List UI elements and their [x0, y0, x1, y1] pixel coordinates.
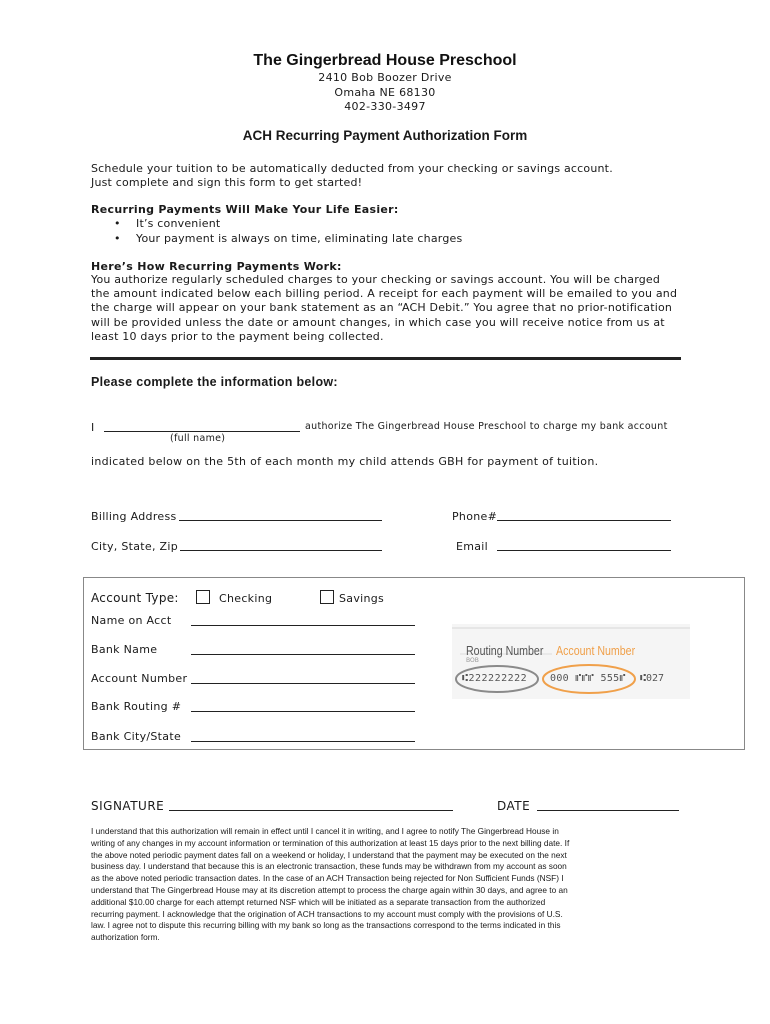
bank-routing-input[interactable]: [191, 711, 415, 712]
routing-number-caption: Routing Number: [466, 644, 544, 658]
billing-address-input[interactable]: [179, 520, 382, 521]
fine-print-line: writing of any changes in my account information or termination of this authorization at least 15 days prior to the next billing date. If: [91, 837, 570, 848]
savings-checkbox[interactable]: [320, 590, 334, 604]
fine-print-line: law. I agree not to dispute this recurring billing with my bank so long as the transactions correspond to the terms indicated in this: [91, 920, 561, 931]
fine-print-line: understand that The Gingerbread House may at its discretion attempt to process the charge again within 30 days, and agree to an: [91, 884, 568, 895]
date-input[interactable]: [537, 810, 679, 811]
full-name-caption: (full name): [170, 433, 226, 444]
fine-print-line: additional $10.00 charge for each attempt returned NSF which will be initiated as a separate transaction from the authorized: [91, 896, 546, 907]
check-illustration: [452, 624, 690, 699]
city-state-zip-input[interactable]: [180, 550, 382, 551]
intro-line1: Schedule your tuition to be automatically deducted from your checking or savings account.: [91, 162, 613, 175]
savings-label: Savings: [339, 592, 385, 605]
fine-print: [91, 826, 691, 944]
routing-digits: ⑆222222222: [462, 673, 528, 684]
signature-input[interactable]: [169, 810, 453, 811]
how-line: the charge will appear on your bank statement as an “ACH Debit.” You agree that no prior-notification: [91, 301, 673, 315]
how-line: You authorize regularly scheduled charges to your checking or savings account. You will be charged: [91, 273, 661, 286]
fine-print-line: authorization form.: [91, 932, 160, 943]
how-line: the amount indicated below each billing period. A receipt for each payment will be emailed to you and: [91, 287, 678, 301]
email-label: Email: [456, 540, 489, 553]
check-digits: ⑆027: [640, 673, 665, 684]
fine-print-line: as the above noted periodic transaction dates. In the case of an ACH Transaction being rejected for Non Sufficient Funds (NSF) I: [91, 873, 564, 884]
school-phone: 402-330-3497: [344, 100, 426, 113]
full-name-input[interactable]: [104, 431, 300, 432]
bank-name-label: Bank Name: [91, 643, 158, 656]
fine-print-line: I understand that this authorization will remain in effect until I cancel it in writing, and I agree to notify The Gingerbread House in: [91, 826, 559, 836]
bank-routing-label: Bank Routing #: [91, 700, 182, 713]
phone-input[interactable]: [497, 520, 671, 521]
address-line1: 2410 Bob Boozer Drive: [318, 71, 452, 84]
account-digits: 000 ⑈⑈⑈ 555⑈: [550, 673, 626, 684]
checking-label: Checking: [219, 592, 273, 605]
section-divider: [90, 357, 681, 360]
account-number-input[interactable]: [191, 683, 415, 684]
date-label: DATE: [497, 799, 531, 813]
benefits-heading: Recurring Payments Will Make Your Life Easier:: [91, 203, 399, 216]
account-number-label: Account Number: [91, 672, 188, 685]
bullet: •: [114, 232, 121, 245]
bank-city-state-label: Bank City/State: [91, 730, 182, 743]
memo-label: BOB: [466, 657, 479, 664]
email-input[interactable]: [497, 550, 671, 551]
benefit-text: Your payment is always on time, eliminating late charges: [136, 232, 463, 245]
benefit-text: It’s convenient: [136, 217, 221, 230]
school-name: The Gingerbread House Preschool: [253, 52, 517, 69]
auth-prefix: I: [91, 421, 95, 434]
city-state-zip-label: City, State, Zip: [91, 540, 179, 553]
how-line: least 10 days prior to the payment being collected.: [91, 329, 384, 343]
intro-line2: Just complete and sign this form to get started!: [91, 176, 363, 189]
name-on-acct-label: Name on Acct: [91, 614, 172, 627]
how-line: will be provided unless the date or amount changes, in which case you will receive notice from us at: [91, 315, 665, 329]
check-graphic: [452, 624, 690, 699]
fine-print-line: business day. I understand that because this is an electronic transaction, these funds may be withdrawn from my account as soon: [91, 861, 567, 872]
bank-name-input[interactable]: [191, 654, 415, 655]
billing-address-label: Billing Address: [91, 510, 177, 523]
signature-label: SIGNATURE: [91, 799, 165, 813]
how-heading: Here’s How Recurring Payments Work:: [91, 260, 342, 273]
bank-city-state-input[interactable]: [191, 741, 415, 742]
fine-print-line: recurring payment. I acknowledge that the origination of ACH transactions to my account must comply with the provisions of U.S.: [91, 908, 563, 919]
how-paragraph: [91, 273, 677, 344]
account-number-caption: Account Number: [556, 644, 636, 658]
form-title: ACH Recurring Payment Authorization Form: [242, 128, 528, 143]
account-type-label: Account Type:: [91, 591, 179, 605]
name-on-acct-input[interactable]: [191, 625, 415, 626]
phone-label: Phone#: [452, 510, 498, 523]
auth-line2: indicated below on the 5th of each month my child attends GBH for payment of tuition.: [91, 455, 599, 468]
auth-suffix: authorize The Gingerbread House Preschool to charge my bank account: [305, 421, 668, 432]
fine-print-line: the above noted periodic payment dates fall on a weekend or holiday, I understand that the payment may be executed on the next: [91, 849, 567, 860]
bullet: •: [114, 217, 121, 230]
section-heading: Please complete the information below:: [91, 375, 338, 389]
checking-checkbox[interactable]: [196, 590, 210, 604]
address-line2: Omaha NE 68130: [334, 86, 436, 99]
